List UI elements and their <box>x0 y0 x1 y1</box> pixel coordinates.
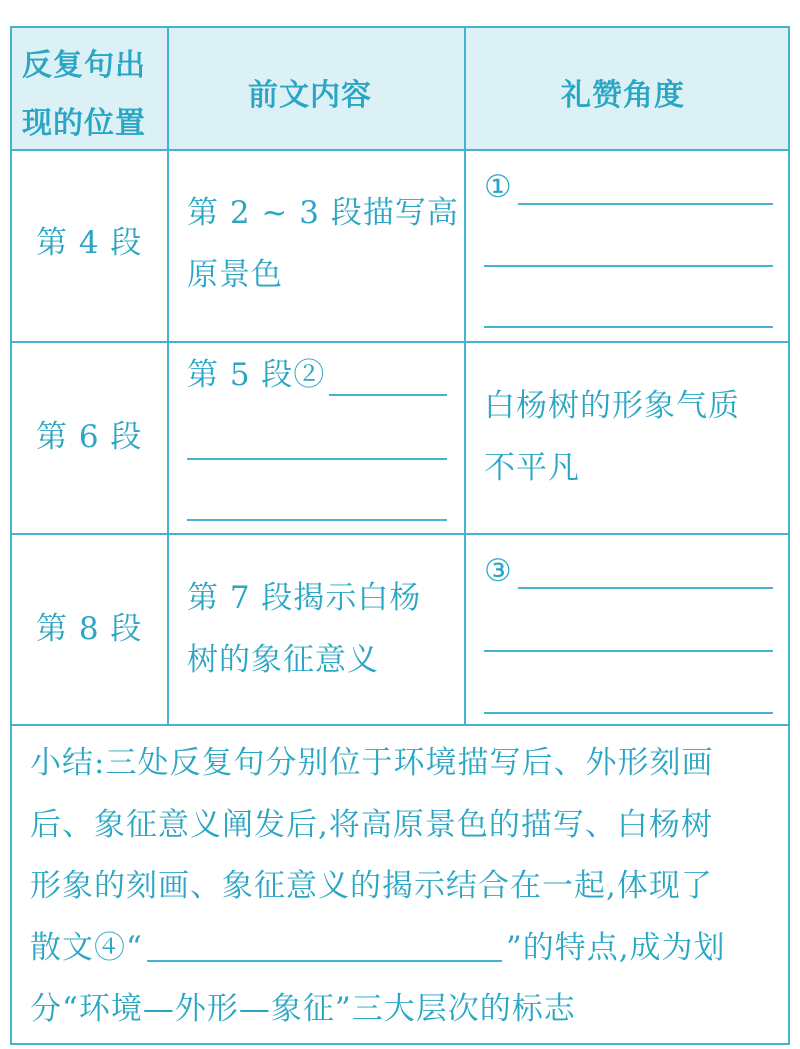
column-divider-2 <box>464 28 466 725</box>
row3-angle-marker: ③ <box>484 553 513 589</box>
summary-line-3: 形象的刻画、象征意义的揭示结合在一起,体现了 <box>30 868 713 904</box>
row3-content-line1: 第 7 段揭示白杨 <box>187 580 422 616</box>
row1-angle-marker: ① <box>484 169 513 205</box>
summary-line-4 <box>30 918 780 980</box>
summary-line-1: 小结:三处反复句分别位于环境描写后、外形刻画 <box>30 745 714 781</box>
row-divider-2 <box>12 533 788 535</box>
header-prior-content: 前文内容 <box>248 78 372 113</box>
row2-content-prefix: 第 5 段② <box>187 357 326 393</box>
row-divider-header <box>12 149 788 151</box>
header-position-line2: 现的位置 <box>22 106 146 141</box>
row1-content-line1: 第 2 ~ 3 段描写高 <box>187 195 459 231</box>
summary-answer-blank[interactable] <box>147 960 502 962</box>
row2-position: 第 6 段 <box>36 419 143 455</box>
row3-answer-blank-2[interactable] <box>484 650 773 652</box>
row1-content-line2: 原景色 <box>187 257 283 293</box>
row1-answer-blank-3[interactable] <box>484 326 773 328</box>
row2-answer-blank-1[interactable] <box>329 394 447 396</box>
summary-line-4-prefix: 散文④“ <box>30 929 143 966</box>
row3-content-line2: 树的象征意义 <box>187 642 379 678</box>
header-praise-angle: 礼赞角度 <box>561 78 685 113</box>
summary-line-4-suffix: ”的特点,成为划 <box>505 929 726 966</box>
column-divider-1 <box>167 28 169 725</box>
row3-answer-blank-3[interactable] <box>484 712 773 714</box>
row1-position: 第 4 段 <box>36 225 143 261</box>
row2-answer-blank-2[interactable] <box>187 458 447 460</box>
row1-answer-blank-2[interactable] <box>484 265 773 267</box>
row3-position: 第 8 段 <box>36 611 143 647</box>
summary-line-2: 后、象征意义阐发后,将高原景色的描写、白杨树 <box>30 806 713 843</box>
row2-angle-line2: 不平凡 <box>484 450 580 486</box>
row2-answer-blank-3[interactable] <box>187 519 447 521</box>
row-divider-1 <box>12 341 788 343</box>
row-divider-3 <box>12 724 788 726</box>
summary-paragraph <box>30 733 780 1041</box>
row1-answer-blank-1[interactable] <box>518 203 773 205</box>
row3-answer-blank-1[interactable] <box>518 587 773 589</box>
header-position-line1: 反复句出 <box>22 48 146 83</box>
row2-angle-line1: 白杨树的形象气质 <box>484 388 740 424</box>
worksheet-table <box>10 26 790 1045</box>
summary-line-5: 分“环境—外形—象征”三大层次的标志 <box>30 991 576 1027</box>
